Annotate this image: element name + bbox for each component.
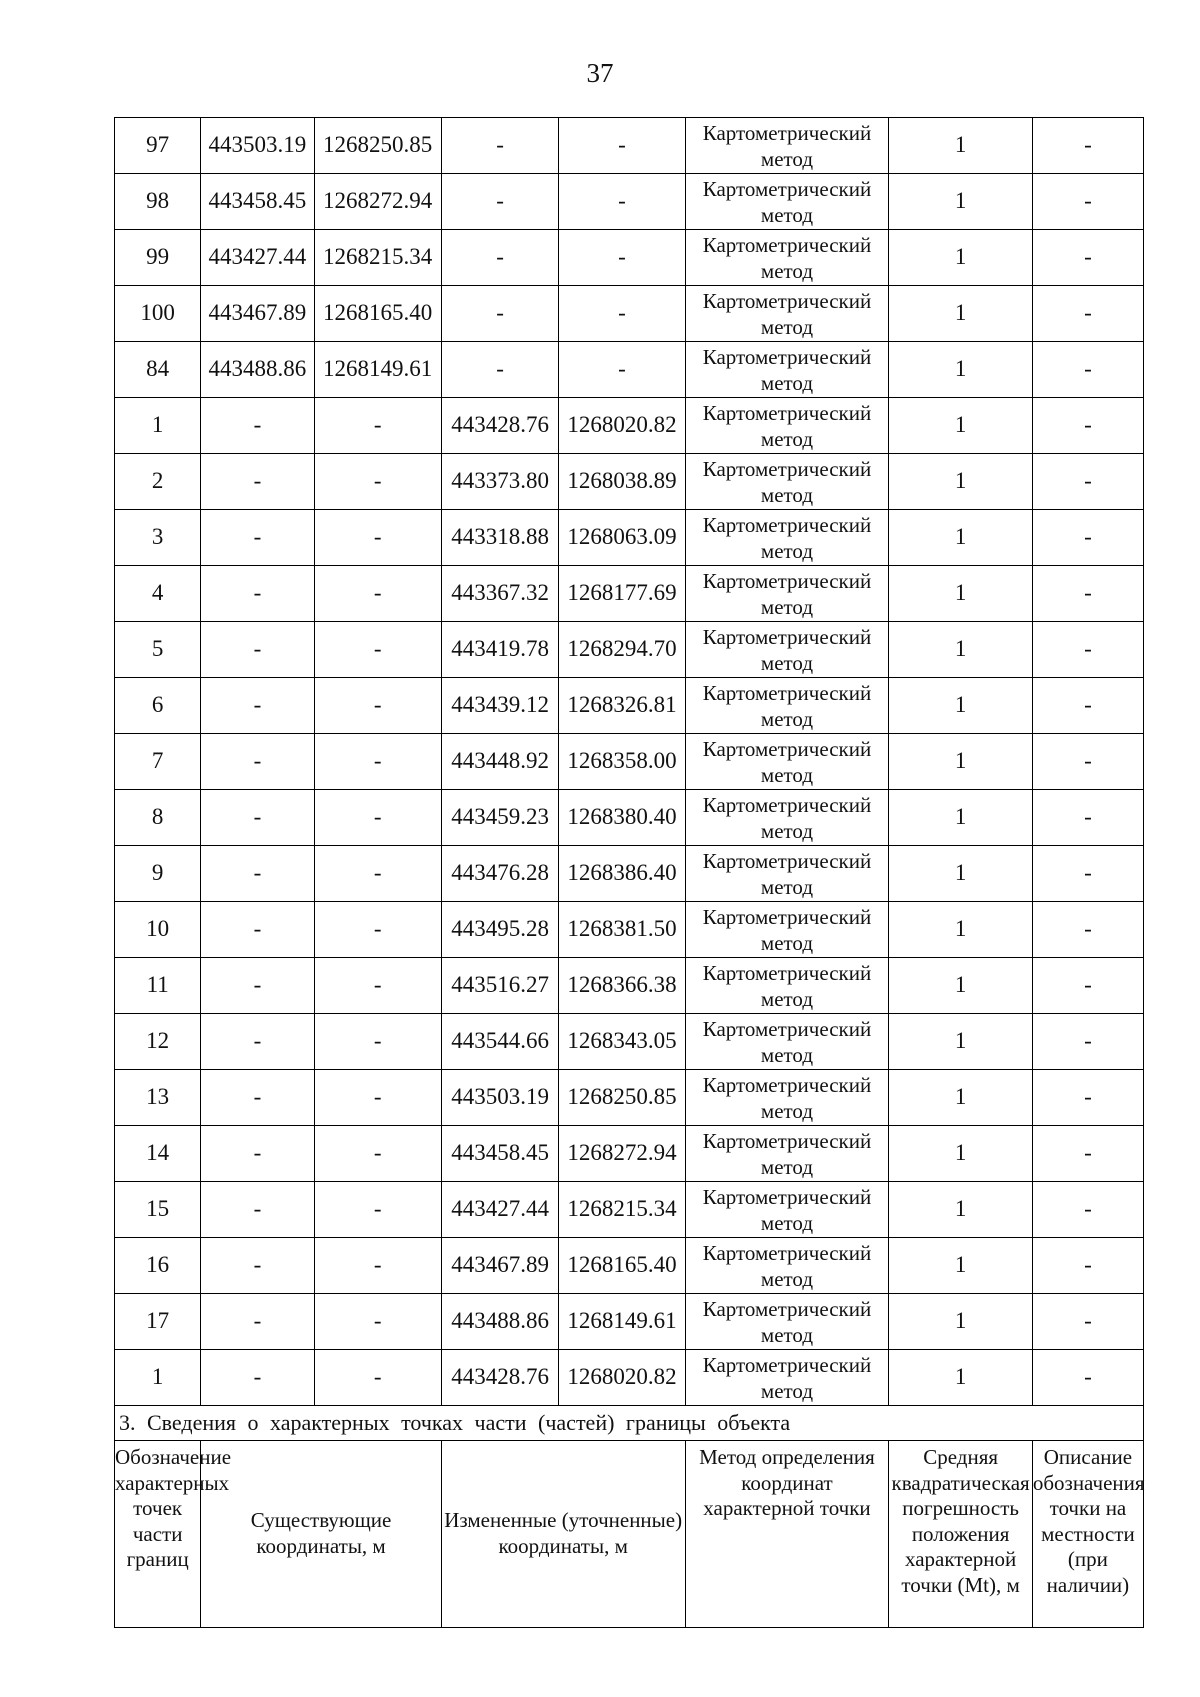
point-number-cell: 5 bbox=[115, 622, 201, 678]
point-number-cell: 99 bbox=[115, 230, 201, 286]
mean-error-cell: 1 bbox=[889, 846, 1032, 902]
changed-y-cell: 1268020.82 bbox=[559, 1350, 685, 1406]
changed-y-cell: 1268149.61 bbox=[559, 1294, 685, 1350]
existing-y-cell: - bbox=[314, 902, 441, 958]
changed-y-cell: 1268366.38 bbox=[559, 958, 685, 1014]
point-number-cell: 6 bbox=[115, 678, 201, 734]
method-cell: Картометрический метод bbox=[685, 286, 889, 342]
existing-x-cell: - bbox=[201, 1350, 314, 1406]
mean-error-cell: 1 bbox=[889, 902, 1032, 958]
mean-error-cell: 1 bbox=[889, 790, 1032, 846]
description-cell: - bbox=[1032, 118, 1143, 174]
existing-x-cell: - bbox=[201, 1014, 314, 1070]
method-cell: Картометрический метод bbox=[685, 622, 889, 678]
description-cell: - bbox=[1032, 1182, 1143, 1238]
changed-x-cell: 443367.32 bbox=[441, 566, 559, 622]
changed-x-cell: 443428.76 bbox=[441, 398, 559, 454]
changed-y-cell: - bbox=[559, 342, 685, 398]
mean-error-cell: 1 bbox=[889, 1294, 1032, 1350]
description-cell: - bbox=[1032, 1126, 1143, 1182]
method-cell: Картометрический метод bbox=[685, 846, 889, 902]
mean-error-cell: 1 bbox=[889, 174, 1032, 230]
changed-y-cell: 1268063.09 bbox=[559, 510, 685, 566]
description-cell: - bbox=[1032, 174, 1143, 230]
table-row bbox=[115, 510, 1144, 566]
existing-x-cell: 443427.44 bbox=[201, 230, 314, 286]
existing-y-cell: - bbox=[314, 398, 441, 454]
description-cell: - bbox=[1032, 510, 1143, 566]
description-cell: - bbox=[1032, 1350, 1143, 1406]
table-row bbox=[115, 342, 1144, 398]
changed-y-cell: 1268250.85 bbox=[559, 1070, 685, 1126]
description-cell: - bbox=[1032, 1294, 1143, 1350]
header-description: Описание обозначения точки на местности (при наличии) bbox=[1032, 1441, 1143, 1628]
page-number: 37 bbox=[586, 58, 614, 88]
changed-x-cell: - bbox=[441, 342, 559, 398]
section-header-row bbox=[115, 1441, 1144, 1628]
existing-x-cell: - bbox=[201, 1126, 314, 1182]
section-title-row bbox=[115, 1406, 1144, 1441]
mean-error-cell: 1 bbox=[889, 1238, 1032, 1294]
point-number-cell: 97 bbox=[115, 118, 201, 174]
existing-x-cell: - bbox=[201, 510, 314, 566]
changed-y-cell: 1268272.94 bbox=[559, 1126, 685, 1182]
existing-y-cell: 1268272.94 bbox=[314, 174, 441, 230]
existing-y-cell: - bbox=[314, 790, 441, 846]
mean-error-cell: 1 bbox=[889, 1126, 1032, 1182]
existing-y-cell: - bbox=[314, 1294, 441, 1350]
header-changed-coordinates: Измененные (уточненные) координаты, м bbox=[441, 1441, 685, 1628]
description-cell: - bbox=[1032, 230, 1143, 286]
changed-x-cell: 443439.12 bbox=[441, 678, 559, 734]
point-number-cell: 3 bbox=[115, 510, 201, 566]
point-number-cell: 15 bbox=[115, 1182, 201, 1238]
changed-y-cell: - bbox=[559, 118, 685, 174]
existing-y-cell: - bbox=[314, 958, 441, 1014]
description-cell: - bbox=[1032, 286, 1143, 342]
changed-x-cell: 443373.80 bbox=[441, 454, 559, 510]
existing-y-cell: - bbox=[314, 454, 441, 510]
method-cell: Картометрический метод bbox=[685, 174, 889, 230]
existing-y-cell: - bbox=[314, 1126, 441, 1182]
point-number-cell: 8 bbox=[115, 790, 201, 846]
table-row bbox=[115, 790, 1144, 846]
changed-x-cell: 443427.44 bbox=[441, 1182, 559, 1238]
changed-y-cell: 1268380.40 bbox=[559, 790, 685, 846]
changed-x-cell: 443488.86 bbox=[441, 1294, 559, 1350]
point-number-cell: 2 bbox=[115, 454, 201, 510]
method-cell: Картометрический метод bbox=[685, 958, 889, 1014]
existing-y-cell: - bbox=[314, 1182, 441, 1238]
method-cell: Картометрический метод bbox=[685, 398, 889, 454]
description-cell: - bbox=[1032, 454, 1143, 510]
table-row bbox=[115, 1294, 1144, 1350]
coordinates-table bbox=[114, 117, 1144, 1628]
existing-x-cell: - bbox=[201, 398, 314, 454]
section-3 bbox=[115, 1406, 1144, 1628]
point-number-cell: 16 bbox=[115, 1238, 201, 1294]
existing-x-cell: - bbox=[201, 734, 314, 790]
description-cell: - bbox=[1032, 846, 1143, 902]
existing-x-cell: - bbox=[201, 454, 314, 510]
mean-error-cell: 1 bbox=[889, 1014, 1032, 1070]
method-cell: Картометрический метод bbox=[685, 1070, 889, 1126]
existing-y-cell: 1268215.34 bbox=[314, 230, 441, 286]
method-cell: Картометрический метод bbox=[685, 118, 889, 174]
existing-x-cell: - bbox=[201, 1238, 314, 1294]
method-cell: Картометрический метод bbox=[685, 1238, 889, 1294]
header-point-designation: Обозначение характерных точек части границ bbox=[115, 1441, 201, 1628]
description-cell: - bbox=[1032, 566, 1143, 622]
table-row bbox=[115, 734, 1144, 790]
method-cell: Картометрический метод bbox=[685, 1294, 889, 1350]
existing-y-cell: 1268250.85 bbox=[314, 118, 441, 174]
point-number-cell: 1 bbox=[115, 398, 201, 454]
table-row bbox=[115, 174, 1144, 230]
mean-error-cell: 1 bbox=[889, 286, 1032, 342]
existing-y-cell: - bbox=[314, 1350, 441, 1406]
description-cell: - bbox=[1032, 342, 1143, 398]
table-row bbox=[115, 958, 1144, 1014]
changed-y-cell: 1268343.05 bbox=[559, 1014, 685, 1070]
table-row bbox=[115, 1350, 1144, 1406]
mean-error-cell: 1 bbox=[889, 398, 1032, 454]
point-number-cell: 1 bbox=[115, 1350, 201, 1406]
changed-x-cell: 443448.92 bbox=[441, 734, 559, 790]
existing-x-cell: - bbox=[201, 678, 314, 734]
existing-y-cell: 1268149.61 bbox=[314, 342, 441, 398]
existing-x-cell: - bbox=[201, 1182, 314, 1238]
mean-error-cell: 1 bbox=[889, 678, 1032, 734]
existing-y-cell: - bbox=[314, 1070, 441, 1126]
table-body bbox=[115, 118, 1144, 1406]
changed-x-cell: 443495.28 bbox=[441, 902, 559, 958]
changed-x-cell: - bbox=[441, 174, 559, 230]
method-cell: Картометрический метод bbox=[685, 454, 889, 510]
changed-y-cell: - bbox=[559, 286, 685, 342]
method-cell: Картометрический метод bbox=[685, 230, 889, 286]
description-cell: - bbox=[1032, 734, 1143, 790]
table-row bbox=[115, 622, 1144, 678]
changed-y-cell: 1268326.81 bbox=[559, 678, 685, 734]
changed-x-cell: 443459.23 bbox=[441, 790, 559, 846]
mean-error-cell: 1 bbox=[889, 454, 1032, 510]
header-existing-coordinates: Существующие координаты, м bbox=[201, 1441, 442, 1628]
section-title: 3. Сведения о характерных точках части (частей) границы объекта bbox=[115, 1406, 1144, 1441]
method-cell: Картометрический метод bbox=[685, 510, 889, 566]
changed-x-cell: 443458.45 bbox=[441, 1126, 559, 1182]
changed-x-cell: 443467.89 bbox=[441, 1238, 559, 1294]
existing-x-cell: - bbox=[201, 846, 314, 902]
changed-x-cell: 443503.19 bbox=[441, 1070, 559, 1126]
existing-x-cell: - bbox=[201, 1294, 314, 1350]
mean-error-cell: 1 bbox=[889, 1182, 1032, 1238]
existing-y-cell: - bbox=[314, 1014, 441, 1070]
changed-x-cell: 443516.27 bbox=[441, 958, 559, 1014]
changed-x-cell: - bbox=[441, 230, 559, 286]
existing-y-cell: - bbox=[314, 846, 441, 902]
mean-error-cell: 1 bbox=[889, 734, 1032, 790]
method-cell: Картометрический метод bbox=[685, 790, 889, 846]
existing-y-cell: - bbox=[314, 678, 441, 734]
method-cell: Картометрический метод bbox=[685, 902, 889, 958]
table-row bbox=[115, 230, 1144, 286]
table-row bbox=[115, 902, 1144, 958]
mean-error-cell: 1 bbox=[889, 342, 1032, 398]
description-cell: - bbox=[1032, 958, 1143, 1014]
description-cell: - bbox=[1032, 790, 1143, 846]
changed-x-cell: - bbox=[441, 286, 559, 342]
table-row bbox=[115, 1014, 1144, 1070]
description-cell: - bbox=[1032, 902, 1143, 958]
mean-error-cell: 1 bbox=[889, 1350, 1032, 1406]
existing-x-cell: 443503.19 bbox=[201, 118, 314, 174]
point-number-cell: 98 bbox=[115, 174, 201, 230]
table-row bbox=[115, 286, 1144, 342]
table-row bbox=[115, 1238, 1144, 1294]
description-cell: - bbox=[1032, 622, 1143, 678]
table-row bbox=[115, 454, 1144, 510]
point-number-cell: 12 bbox=[115, 1014, 201, 1070]
method-cell: Картометрический метод bbox=[685, 566, 889, 622]
table-row bbox=[115, 1182, 1144, 1238]
method-cell: Картометрический метод bbox=[685, 1350, 889, 1406]
description-cell: - bbox=[1032, 1070, 1143, 1126]
existing-x-cell: - bbox=[201, 958, 314, 1014]
table-row bbox=[115, 846, 1144, 902]
description-cell: - bbox=[1032, 398, 1143, 454]
existing-y-cell: - bbox=[314, 622, 441, 678]
changed-x-cell: 443428.76 bbox=[441, 1350, 559, 1406]
point-number-cell: 17 bbox=[115, 1294, 201, 1350]
mean-error-cell: 1 bbox=[889, 566, 1032, 622]
point-number-cell: 9 bbox=[115, 846, 201, 902]
point-number-cell: 10 bbox=[115, 902, 201, 958]
changed-y-cell: - bbox=[559, 174, 685, 230]
existing-x-cell: - bbox=[201, 790, 314, 846]
mean-error-cell: 1 bbox=[889, 118, 1032, 174]
mean-error-cell: 1 bbox=[889, 230, 1032, 286]
table-row bbox=[115, 566, 1144, 622]
changed-y-cell: 1268038.89 bbox=[559, 454, 685, 510]
changed-y-cell: 1268165.40 bbox=[559, 1238, 685, 1294]
existing-x-cell: - bbox=[201, 1070, 314, 1126]
point-number-cell: 7 bbox=[115, 734, 201, 790]
description-cell: - bbox=[1032, 1014, 1143, 1070]
changed-y-cell: - bbox=[559, 230, 685, 286]
changed-y-cell: 1268358.00 bbox=[559, 734, 685, 790]
existing-y-cell: - bbox=[314, 734, 441, 790]
table-row bbox=[115, 678, 1144, 734]
point-number-cell: 100 bbox=[115, 286, 201, 342]
table-row bbox=[115, 118, 1144, 174]
changed-y-cell: 1268177.69 bbox=[559, 566, 685, 622]
mean-error-cell: 1 bbox=[889, 622, 1032, 678]
changed-y-cell: 1268020.82 bbox=[559, 398, 685, 454]
existing-y-cell: - bbox=[314, 1238, 441, 1294]
point-number-cell: 13 bbox=[115, 1070, 201, 1126]
changed-x-cell: 443544.66 bbox=[441, 1014, 559, 1070]
method-cell: Картометрический метод bbox=[685, 678, 889, 734]
method-cell: Картометрический метод bbox=[685, 1014, 889, 1070]
existing-y-cell: - bbox=[314, 510, 441, 566]
changed-x-cell: 443419.78 bbox=[441, 622, 559, 678]
table-row bbox=[115, 398, 1144, 454]
existing-x-cell: 443488.86 bbox=[201, 342, 314, 398]
existing-x-cell: 443458.45 bbox=[201, 174, 314, 230]
existing-x-cell: - bbox=[201, 566, 314, 622]
changed-y-cell: 1268215.34 bbox=[559, 1182, 685, 1238]
existing-x-cell: 443467.89 bbox=[201, 286, 314, 342]
changed-x-cell: - bbox=[441, 118, 559, 174]
method-cell: Картометрический метод bbox=[685, 734, 889, 790]
changed-x-cell: 443318.88 bbox=[441, 510, 559, 566]
changed-y-cell: 1268386.40 bbox=[559, 846, 685, 902]
table-row bbox=[115, 1126, 1144, 1182]
changed-x-cell: 443476.28 bbox=[441, 846, 559, 902]
method-cell: Картометрический метод bbox=[685, 1126, 889, 1182]
description-cell: - bbox=[1032, 1238, 1143, 1294]
changed-y-cell: 1268381.50 bbox=[559, 902, 685, 958]
point-number-cell: 14 bbox=[115, 1126, 201, 1182]
method-cell: Картометрический метод bbox=[685, 1182, 889, 1238]
mean-error-cell: 1 bbox=[889, 510, 1032, 566]
point-number-cell: 84 bbox=[115, 342, 201, 398]
table-row bbox=[115, 1070, 1144, 1126]
mean-error-cell: 1 bbox=[889, 958, 1032, 1014]
existing-y-cell: 1268165.40 bbox=[314, 286, 441, 342]
header-mean-error: Средняя квадратическая погрешность положения характерной точки (Mt), м bbox=[889, 1441, 1032, 1628]
point-number-cell: 11 bbox=[115, 958, 201, 1014]
method-cell: Картометрический метод bbox=[685, 342, 889, 398]
existing-y-cell: - bbox=[314, 566, 441, 622]
changed-y-cell: 1268294.70 bbox=[559, 622, 685, 678]
description-cell: - bbox=[1032, 678, 1143, 734]
header-method: Метод определения координат характерной точки bbox=[685, 1441, 889, 1628]
point-number-cell: 4 bbox=[115, 566, 201, 622]
existing-x-cell: - bbox=[201, 902, 314, 958]
existing-x-cell: - bbox=[201, 622, 314, 678]
mean-error-cell: 1 bbox=[889, 1070, 1032, 1126]
